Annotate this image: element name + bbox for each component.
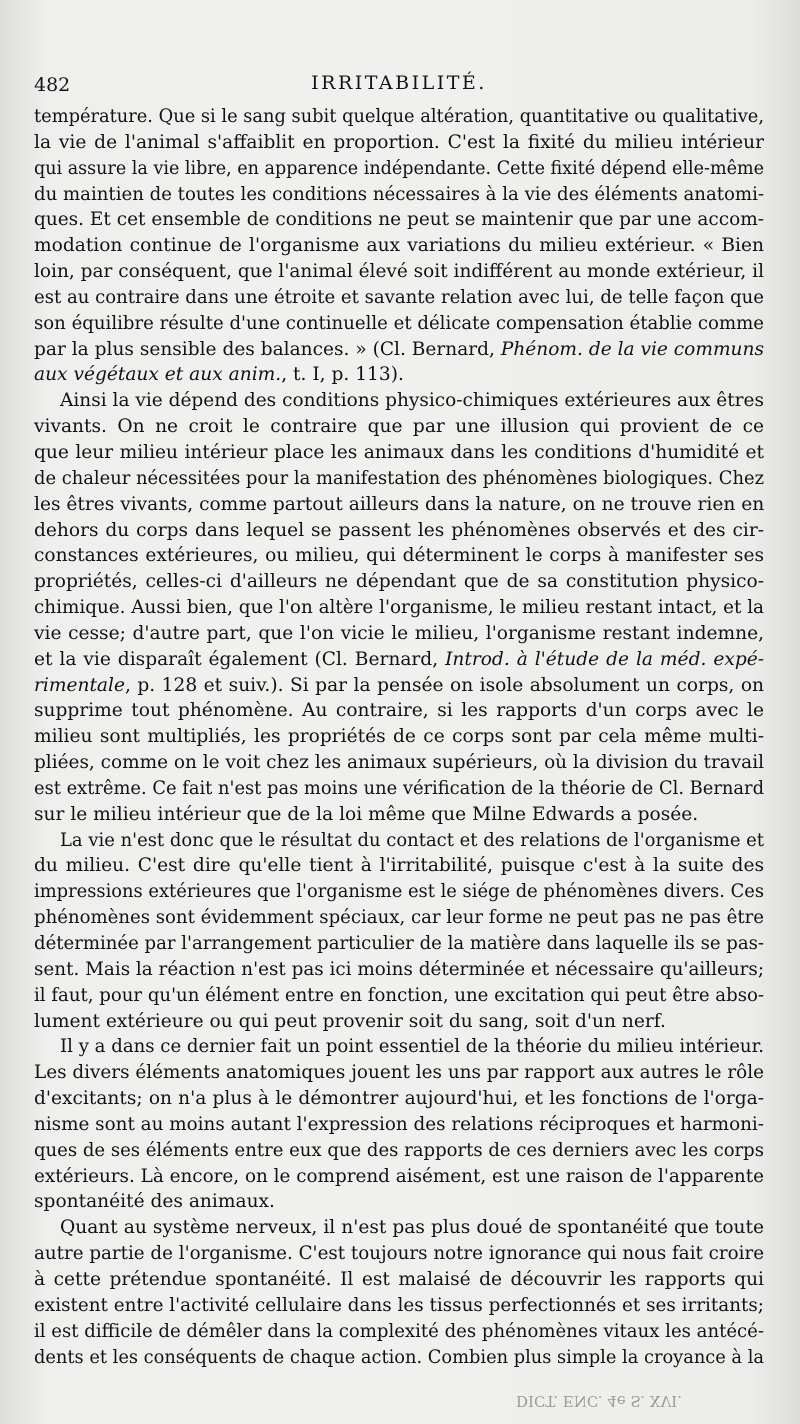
text-line: déterminée par l'arrangement particulier de la matière dans laquelle ils se pas-: [34, 933, 764, 954]
text-run: et la vie disparaît également (Cl. Bernard,: [34, 648, 446, 670]
text-line: lument extérieure ou qui peut provenir soit du sang, soit d'un nerf.: [34, 1010, 666, 1032]
text-line: extérieurs. Là encore, on le comprend aisément, est une raison de l'apparente: [34, 1165, 764, 1187]
text-line: chimique. Aussi bien, que l'on altère l'organisme, le milieu restant intact, et la: [34, 597, 764, 619]
text-line: dehors du corps dans lequel se passent les phénomènes observés et des cir-: [34, 519, 764, 541]
text-line: [34, 362, 764, 388]
text-line: propriétés, celles-ci d'ailleurs ne dépendant que de sa constitution physico-: [34, 571, 764, 593]
text-run: , t. I, p. 113).: [281, 364, 404, 386]
text-line: que leur milieu intérieur place les animaux dans les conditions d'humidité et: [34, 441, 764, 463]
text-line: supprime tout phénomène. Au contraire, si les rapports d'un corps avec le: [34, 700, 764, 722]
text-line: du milieu. C'est dire qu'elle tient à l'irritabilité, puisque c'est à la suite des: [34, 855, 764, 877]
text-line: il est difficile de démêler dans la complexité des phénomènes vitaux les antécé-: [34, 1320, 764, 1342]
text-line: existent entre l'activité cellulaire dans les tissus perfectionnés et ses irritants;: [34, 1294, 764, 1316]
text-line: qui assure la vie libre, en apparence indépendante. Cette fixité dépend elle-même: [34, 157, 764, 179]
text-line: nisme sont au moins autant l'expression des relations réciproques et harmoni-: [34, 1113, 764, 1135]
body-text: [34, 104, 764, 1370]
text-line: constances extérieures, ou milieu, qui déterminent le corps à manifester ses: [34, 545, 764, 567]
italic-citation: aux végétaux et aux anim.: [34, 364, 282, 386]
text-line: son équilibre résulte d'une continuelle et délicate compensation établie comme: [34, 312, 764, 334]
text-line: ques de ses éléments entre eux que des rapports de ces derniers avec les corps: [34, 1139, 764, 1161]
text-line: Il y a dans ce dernier fait un point essentiel de la théorie du milieu intérieur.: [60, 1036, 764, 1058]
text-line: [34, 673, 764, 699]
page-number: 482: [34, 74, 71, 96]
text-line: la vie de l'animal s'affaiblit en proportion. C'est la fixité du milieu intérieur: [34, 131, 764, 153]
text-line: milieu sont multipliés, les propriétés de ce corps sont par cela même multi-: [34, 726, 764, 748]
text-line: de chaleur nécessitées pour la manifestation des phénomènes biologiques. Chez: [34, 467, 764, 489]
text-line: à cette prétendue spontanéité. Il est malaisé de découvrir les rapports qui: [34, 1268, 764, 1290]
text-line: loin, par conséquent, que l'animal élevé soit indifférent au monde extérieur, il: [34, 261, 764, 283]
text-line: pliées, comme on le voit chez les animaux supérieurs, où la division du travail: [34, 752, 764, 774]
text-run: , p. 128 et suiv.). Si par la pensée on isole absolument un corps, on: [124, 674, 764, 696]
text-line: température. Que si le sang subit quelque altération, quantitative ou qualitative,: [34, 106, 764, 127]
italic-citation: Phénom. de la vie communs: [500, 338, 764, 360]
text-line: vie cesse; d'autre part, que l'on vicie le milieu, l'organisme restant indemne,: [34, 622, 764, 644]
running-head: [34, 70, 764, 102]
text-line: La vie n'est donc que le résultat du contact et des relations de l'organisme et: [60, 829, 764, 851]
text-run: par la plus sensible des balances. » (Cl. Bernard,: [34, 338, 501, 360]
text-line: autre partie de l'organisme. C'est toujours notre ignorance qui nous fait croire: [34, 1243, 764, 1265]
text-line: dents et les conséquents de chaque action. Combien plus simple la croyance à la: [34, 1346, 764, 1368]
text-line: Quant au système nerveux, il n'est pas plus doué de spontanéité que toute: [60, 1217, 764, 1239]
bleed-through-text: DICT. ENC. 4e S. XVI.: [516, 1392, 682, 1410]
text-line: il faut, pour qu'un élément entre en fonction, une excitation qui peut être abso-: [34, 984, 764, 1006]
text-line: modation continue de l'organisme aux variations du milieu extérieur. « Bien: [34, 235, 764, 257]
running-title: IRRITABILITÉ.: [311, 72, 487, 94]
text-line: d'excitants; on n'a plus à le démontrer aujourd'hui, et les fonctions de l'orga-: [34, 1088, 764, 1110]
italic-citation: Introd. à l'étude de la méd. expé-: [445, 648, 764, 670]
italic-citation: rimentale: [34, 674, 125, 696]
text-line: est au contraire dans une étroite et savante relation avec lui, de telle façon que: [34, 286, 764, 308]
text-line: Ainsi la vie dépend des conditions physico-chimiques extérieures aux êtres: [60, 390, 764, 412]
text-line: ques. Et cet ensemble de conditions ne peut se maintenir que par une accom-: [34, 209, 764, 231]
text-line: du maintien de toutes les conditions nécessaires à la vie des éléments anatomi-: [34, 183, 764, 205]
text-line: vivants. On ne croit le contraire que par une illusion qui provient de ce: [34, 416, 764, 438]
text-line: spontanéité des animaux.: [34, 1191, 275, 1213]
text-line: phénomènes sont évidemment spéciaux, car leur forme ne peut pas ne pas être: [34, 907, 764, 929]
text-line: sur le milieu intérieur que de la loi même que Milne Edwards a posée.: [34, 803, 699, 825]
text-line: les êtres vivants, comme partout ailleurs dans la nature, on ne trouve rien en: [34, 493, 764, 515]
text-line: [34, 647, 764, 673]
text-line: sent. Mais la réaction n'est pas ici moins déterminée et nécessaire qu'ailleurs;: [34, 958, 764, 980]
text-line: [34, 337, 764, 363]
text-line: Les divers éléments anatomiques jouent les uns par rapport aux autres le rôle: [34, 1062, 764, 1084]
text-line: est extrême. Ce fait n'est pas moins une vérification de la théorie de Cl. Bernard: [34, 777, 764, 799]
text-line: impressions extérieures que l'organisme est le siége de phénomènes divers. Ces: [34, 881, 764, 903]
